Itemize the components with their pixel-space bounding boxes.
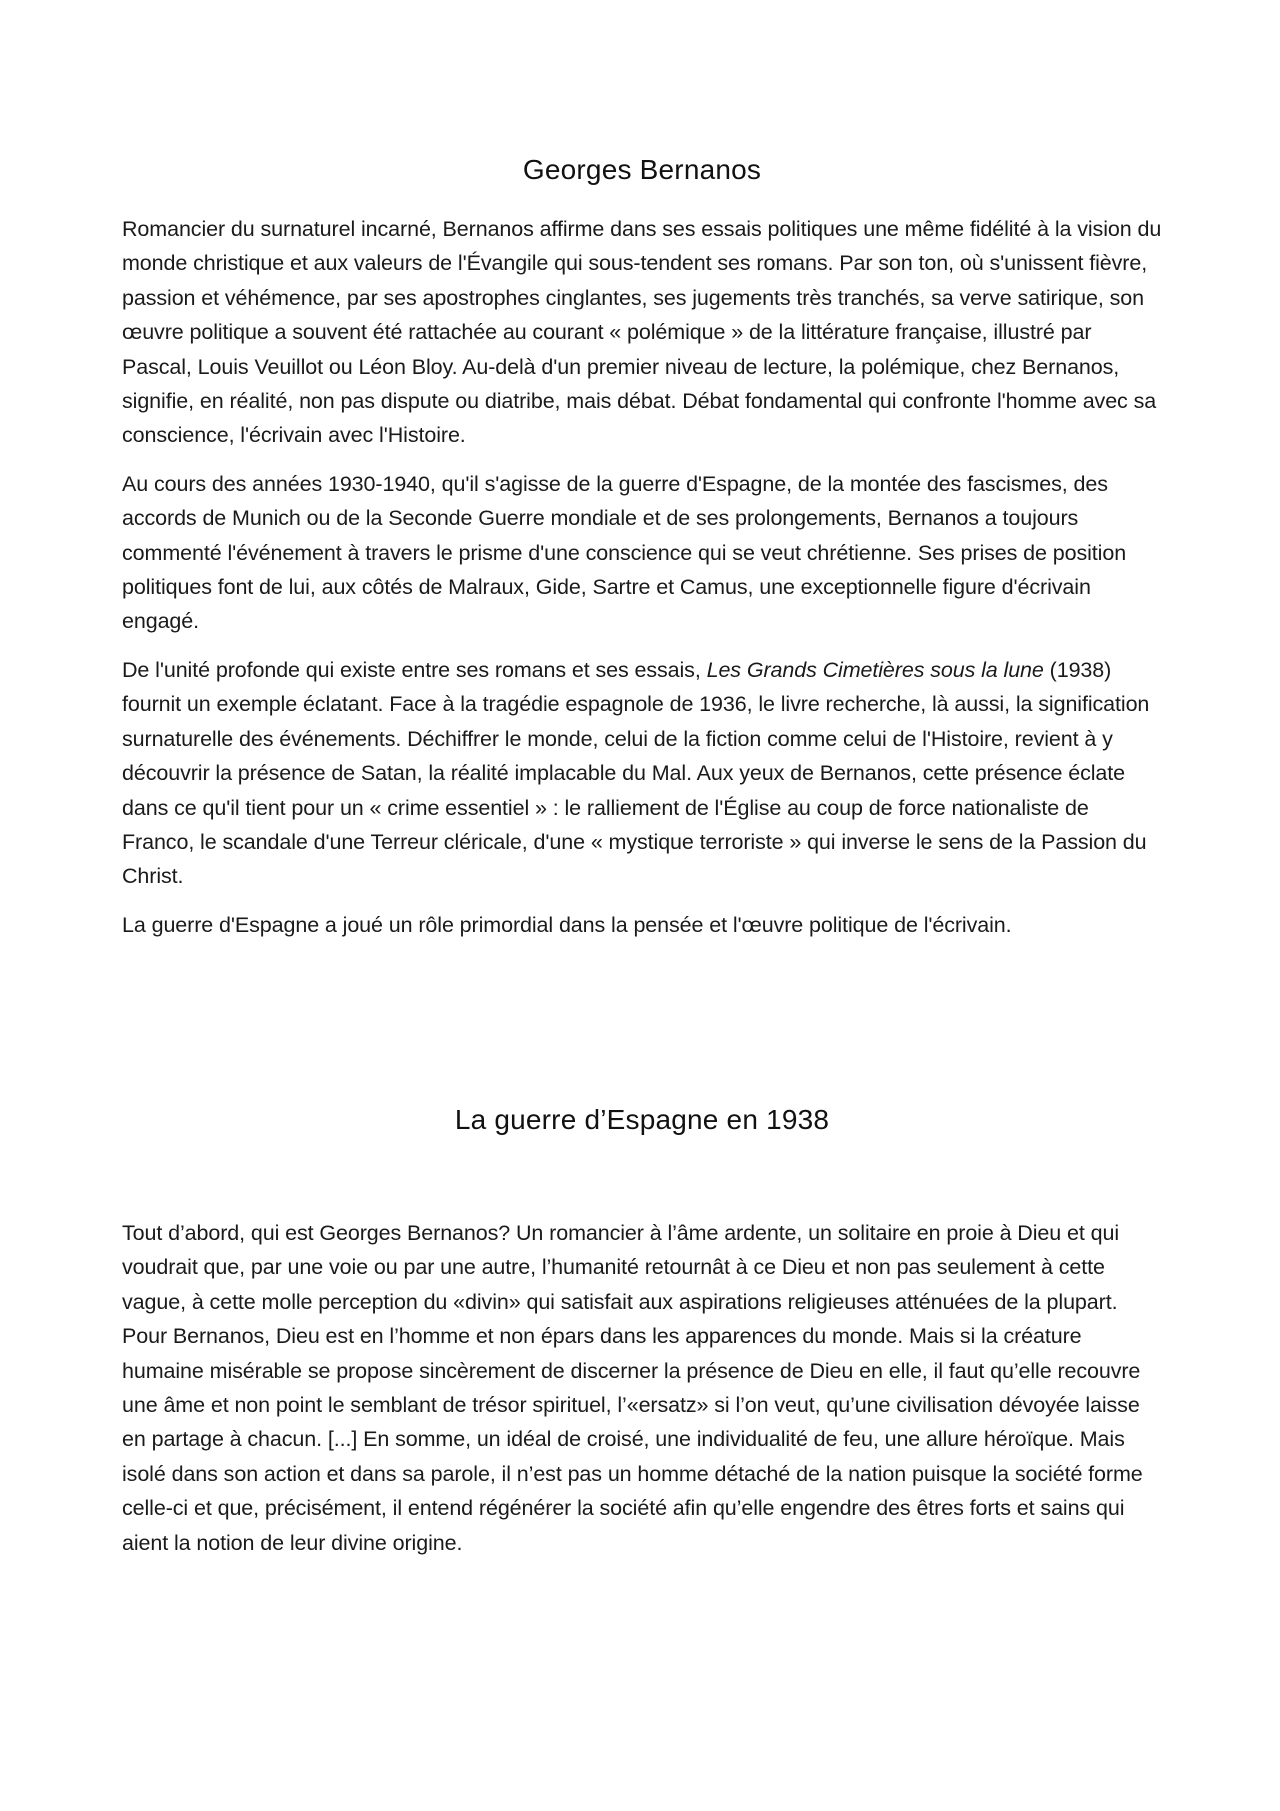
paragraph-engagement: Au cours des années 1930-1940, qu'il s'agisse de la guerre d'Espagne, de la montée des fascismes, des accords de Munich ou de la Seconde Guerre mondiale et de ses prolongements, Bernanos a toujours commenté l'événement à travers le prisme d'une conscience qui se veut chrétienne. Ses prises de position politiques font de lui, aux côtés de Malraux, Gide, Sartre et Camus, une exceptionnelle figure d'écrivain engagé. — [122, 471, 1127, 634]
paragraph-grands-cimetieres — [122, 653, 1162, 894]
paragraph-text-end: (1938) fournit un exemple éclatant. Face à la tragédie espagnole de 1936, le livre recherche, là aussi, la signification surnaturelle des événements. Déchiffrer le monde, celui de la fiction comme celui de l'Histoire, revient à y découvrir la présence de Satan, la réalité implacable du Mal. Aux yeux de Bernanos, cette présence éclate dans ce qu'il tient pour un « crime essentiel » : le ralliement de l'Église au coup de force nationaliste de Franco, le scandale d'une Terreur cléricale, d'une « mystique terroriste » qui inverse le sens de la Passion du Christ. — [122, 657, 1150, 889]
paragraph-qui-est-bernanos: Tout d’abord, qui est Georges Bernanos? Un romancier à l’âme ardente, un solitaire en proie à Dieu et qui voudrait que, par une voie ou par une autre, l’humanité retournât à ce Dieu et non pas seulement à cette vague, à cette molle perception du «divin» qui satisfait aux aspirations religieuses atténuées de la plupart. Pour Bernanos, Dieu est en l’homme et non épars dans les apparences du monde. Mais si la créature humaine misérable se propose sincèrement de discerner la présence de Dieu en elle, il faut qu’elle recouvre une âme et non point le semblant de trésor spirituel, l’«ersatz» si l’on veut, qu’une civilisation dévoyée laisse en partage à chacun. [...] En somme, un idéal de croisé, une individualité de feu, une allure héroïque. Mais isolé dans son action et dans sa parole, il n’est pas un homme détaché de la nation puisque la société forme celle-ci et que, précisément, il entend régénérer la société afin qu’elle engendre des êtres forts et sains qui aient la notion de leur divine origine. — [122, 1221, 1143, 1555]
paragraph-text-start: De l'unité profonde qui existe entre ses romans et ses essais, — [122, 657, 707, 682]
section-title-guerre-espagne: La guerre d’Espagne en 1938 — [454, 1104, 830, 1135]
paragraph-conclusion: La guerre d'Espagne a joué un rôle primordial dans la pensée et l'œuvre politique de l'écrivain. — [122, 912, 1012, 937]
paragraph-intro: Romancier du surnaturel incarné, Bernanos affirme dans ses essais politiques une même fidélité à la vision du monde christique et aux valeurs de l'Évangile qui sous-tendent ses romans. Par son ton, où s'unissent fièvre, passion et véhémence, par ses apostrophes cinglantes, ses jugements très tranchés, sa verve satirique, son œuvre politique a souvent été rattachée au courant « polémique » de la littérature française, illustré par Pascal, Louis Veuillot ou Léon Bloy. Au-delà d'un premier niveau de lecture, la polémique, chez Bernanos, signifie, en réalité, non pas dispute ou diatribe, mais débat. Débat fondamental qui confronte l'homme avec sa conscience, l'écrivain avec l'Histoire. — [122, 217, 1162, 448]
section-title-bernanos: Georges Bernanos — [522, 154, 762, 185]
book-title-italic: Les Grands Cimetières sous la lune — [706, 657, 1044, 682]
section-bernanos-body — [122, 212, 1162, 956]
section-guerre-espagne-body — [122, 1216, 1162, 1574]
